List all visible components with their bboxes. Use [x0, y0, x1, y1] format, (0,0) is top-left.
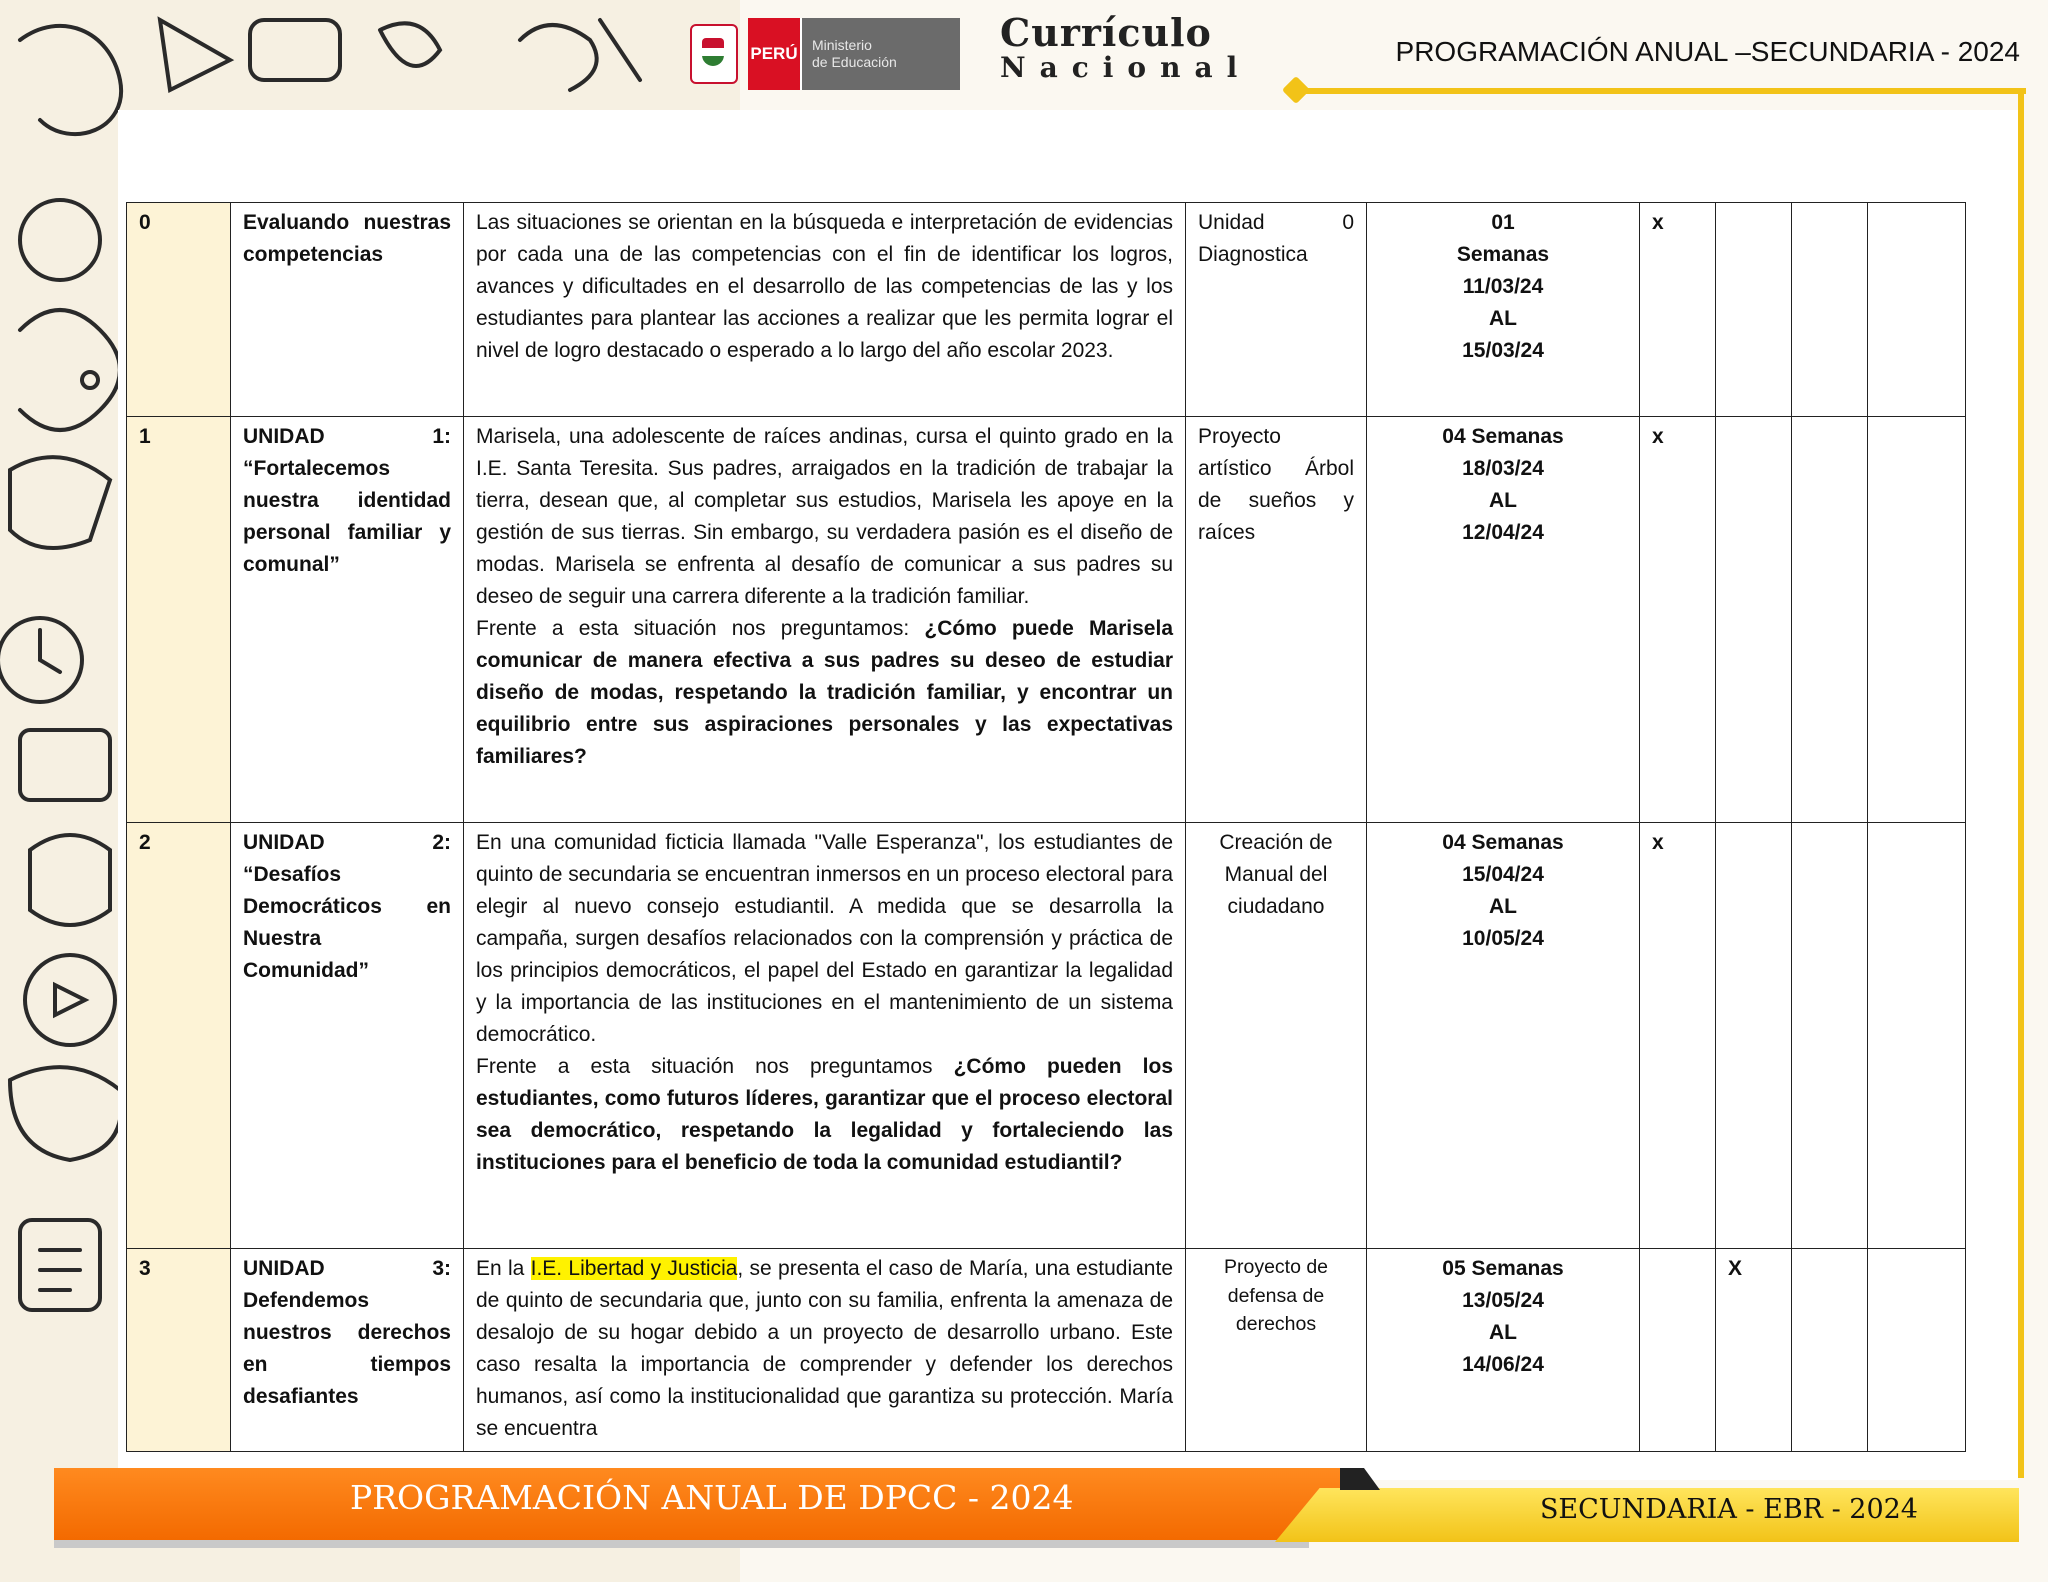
duration-al: AL [1489, 1321, 1517, 1344]
bimester-mark: x [1640, 203, 1716, 417]
ministerio-line-1: Ministerio [812, 37, 872, 53]
unit-duration [1367, 203, 1640, 417]
situation-description [464, 823, 1186, 1249]
unit-duration [1367, 823, 1640, 1249]
unit-duration [1367, 417, 1640, 823]
bimester-mark [1868, 203, 1966, 417]
unit-title: UNIDAD 2: “Desafíos Democráticos en Nuestra Comunidad” [231, 823, 464, 1249]
bimester-mark: X [1716, 1249, 1792, 1452]
unit-title: Evaluando nuestras competencias [231, 203, 464, 417]
bimester-mark [1868, 1249, 1966, 1452]
duration-start: 13/05/24 [1462, 1289, 1544, 1312]
duration-weeks: 04 Semanas [1442, 831, 1564, 854]
duration-start: 18/03/24 [1462, 457, 1544, 480]
table-row [127, 1249, 1966, 1452]
footer-right-title: SECUNDARIA - EBR - 2024 [1539, 1494, 1918, 1525]
situation-text-start: En la [476, 1257, 531, 1280]
question-lead: Frente a esta situación nos preguntamos [476, 1055, 954, 1078]
situation-description [464, 1249, 1186, 1452]
situation-description: Las situaciones se orientan en la búsqueda e interpretación de evidencias por cada una de las competencias con el fin de identificar los logros, avances y dificultades en el desarrollo de las competencias de las y los estudiantes para plantear las acciones a realizar que les permita lograr el nivel de logro destacado o esperado a lo largo del año escolar 2023. [464, 203, 1186, 417]
row-number: 0 [127, 203, 231, 417]
duration-end: 15/03/24 [1462, 339, 1544, 362]
unit-product: Unidad 0 Diagnostica [1186, 203, 1367, 417]
situation-text-rest: , se presenta el caso de María, una estudiante de quinto de secundaria que, junto con su familia, enfrenta la amenaza de desalojo de su hogar debido a un proyecto de desarrollo urbano. Este caso resalta la importancia de comprender y defender los derechos humanos, así como la institucionalidad que garantiza su protección. María se encuentra [476, 1257, 1174, 1440]
peru-logo: PERÚ [748, 18, 800, 90]
table-row [127, 823, 1966, 1249]
duration-weeks: 04 Semanas [1442, 425, 1564, 448]
curriculo-text: Currículo [1000, 10, 1212, 55]
bimester-mark [1640, 1249, 1716, 1452]
challenge-question: ¿Cómo pueden los estudiantes, como futuros líderes, garantizar que el proceso electoral sea democrático, respetando la legalidad y fortaleciendo las instituciones para el beneficio de toda la comunidad estudiantil? [476, 1055, 1174, 1174]
bimester-mark [1868, 823, 1966, 1249]
peru-coat-of-arms-icon [690, 24, 738, 84]
bimester-mark [1792, 417, 1868, 823]
right-border-rule [2018, 88, 2024, 1478]
duration-al: AL [1489, 307, 1517, 330]
situation-text: En una comunidad ficticia llamada "Valle Esperanza", los estudiantes de quinto de secundaria se encuentran inmersos en un proceso electoral para elegir al nuevo consejo estudiantil. A medida que se desarrolla la campaña, surgen desafíos relacionados con la comprensión y práctica de los principios democráticos, el papel del Estado en garantizar la legalidad y la importancia de las instituciones en el mantenimiento de un sistema democrático. [476, 831, 1173, 1046]
duration-al: AL [1489, 489, 1517, 512]
bimester-mark: x [1640, 823, 1716, 1249]
duration-end: 10/05/24 [1462, 927, 1544, 950]
unit-duration [1367, 1249, 1640, 1452]
unit-product: Proyecto artístico Árbol de sueños y raíces [1186, 417, 1367, 823]
highlighted-school-name: I.E. Libertad y Justicia [530, 1257, 738, 1280]
duration-weeks: 05 Semanas [1442, 1257, 1564, 1280]
curriculo-nacional-logo [1000, 10, 1251, 84]
nacional-text: Nacional [1000, 51, 1252, 84]
row-number: 3 [127, 1249, 231, 1452]
duration-start: 11/03/24 [1462, 275, 1544, 298]
table-row [127, 203, 1966, 417]
bimester-mark [1792, 1249, 1868, 1452]
duration-al: AL [1489, 895, 1517, 918]
table-row [127, 417, 1966, 823]
footer-shadow [54, 1540, 1309, 1548]
bimester-mark [1716, 823, 1792, 1249]
bimester-mark [1716, 417, 1792, 823]
bimester-mark [1868, 417, 1966, 823]
row-number: 2 [127, 823, 231, 1249]
unit-title: UNIDAD 3: Defendemos nuestros derechos en tiempos desafiantes [231, 1249, 464, 1452]
challenge-question: ¿Cómo puede Marisela comunicar de manera efectiva a sus padres su deseo de estudiar diseño de modas, respetando la tradición familiar, y encontrar un equilibrio entre sus aspiraciones personales y las expectativas familiares? [476, 617, 1173, 768]
unit-product: Proyecto de defensa de derechos [1186, 1249, 1367, 1452]
situation-text: Marisela, una adolescente de raíces andinas, cursa el quinto grado en la I.E. Santa Teresita. Sus padres, arraigados en la tradición de trabajar la tierra, desean que, al completar sus estudios, Marisela les apoye en la gestión de sus tierras. Sin embargo, su verdadera pasión es el diseño de modas. Marisela se enfrenta al desafío de comunicar a sus padres su deseo de seguir una carrera diferente a la tradición familiar. [476, 425, 1173, 608]
government-logos [690, 14, 960, 94]
duration-start: 15/04/24 [1462, 863, 1544, 886]
annual-program-table [126, 202, 1966, 1452]
header-rule [1296, 88, 2026, 94]
unit-product: Creación de Manual del ciudadano [1186, 823, 1367, 1249]
question-lead: Frente a esta situación nos preguntamos: [476, 617, 925, 640]
bimester-mark: x [1640, 417, 1716, 823]
duration-line: Semanas [1456, 243, 1550, 266]
ministerio-line-2: de Educación [812, 54, 897, 70]
bimester-mark [1716, 203, 1792, 417]
duration-end: 14/06/24 [1462, 1353, 1544, 1376]
bimester-mark [1792, 823, 1868, 1249]
footer-left-title: PROGRAMACIÓN ANUAL DE DPCC - 2024 [350, 1478, 1074, 1517]
ministerio-logo [800, 18, 960, 90]
bimester-mark [1792, 203, 1868, 417]
row-number: 1 [127, 417, 231, 823]
page-header-title: PROGRAMACIÓN ANUAL –SECUNDARIA - 2024 [1395, 36, 2020, 67]
situation-description [464, 417, 1186, 823]
duration-end: 12/04/24 [1462, 521, 1544, 544]
unit-title: UNIDAD 1: “Fortalecemos nuestra identidad personal familiar y comunal” [231, 417, 464, 823]
duration-line: 01 [1491, 211, 1515, 234]
